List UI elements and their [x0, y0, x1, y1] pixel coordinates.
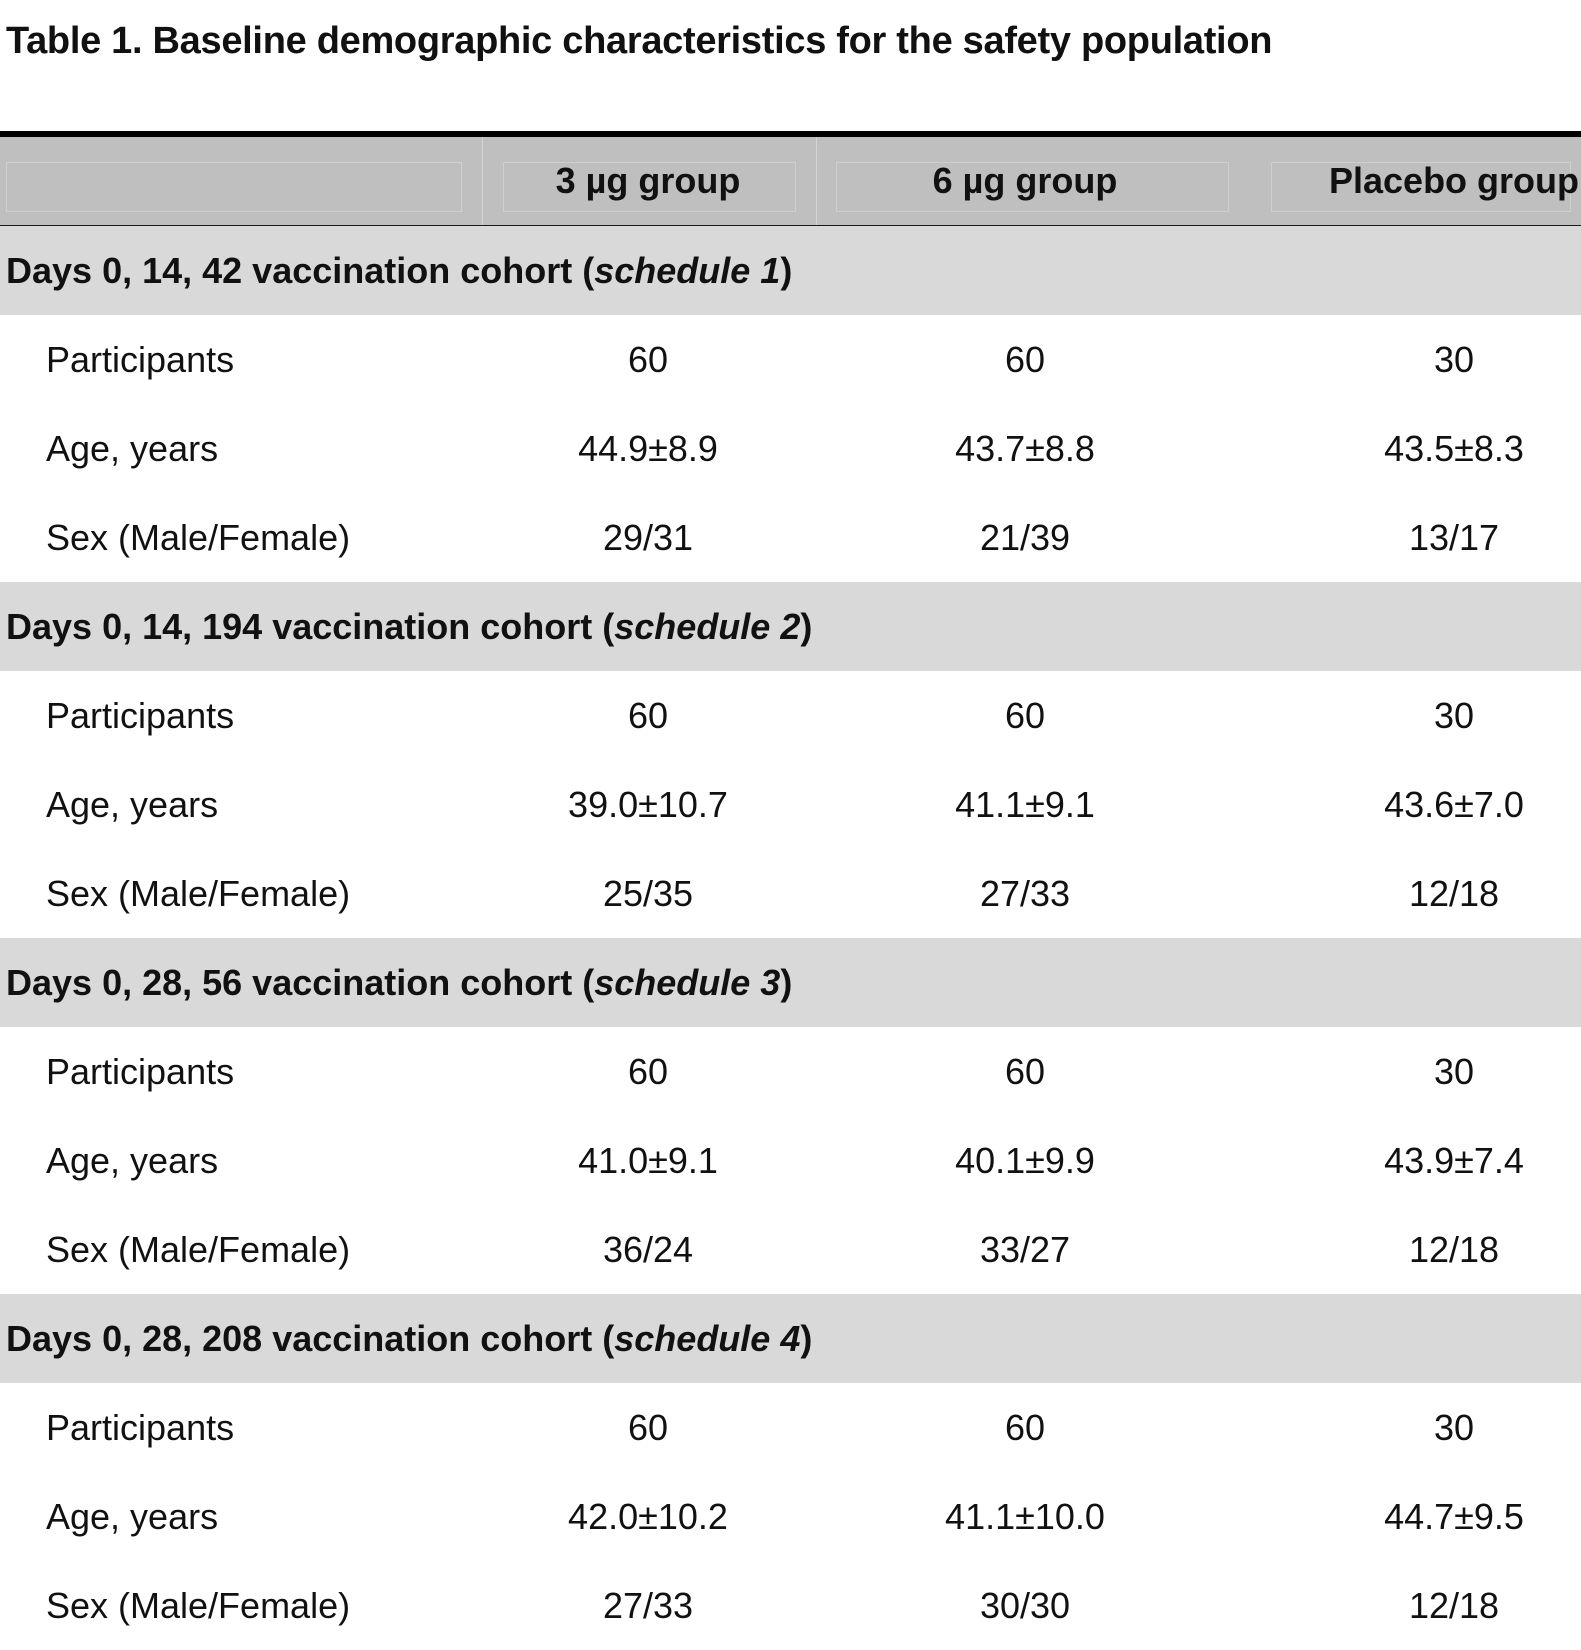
- row-label: Age, years: [46, 783, 219, 825]
- table-cell: 43.5±8.3: [1384, 427, 1524, 469]
- cohort-label-prefix: Days 0, 28, 208 vaccination cohort (: [6, 1317, 615, 1359]
- table-row: [0, 315, 1581, 404]
- cohort-label-prefix: Days 0, 28, 56 vaccination cohort (: [6, 961, 595, 1003]
- table-cell: 13/17: [1408, 516, 1500, 558]
- row-label: Age, years: [46, 1495, 219, 1537]
- table-cell: 30: [1433, 694, 1475, 736]
- cohort-header-row: [0, 582, 1581, 671]
- table-cell: 30: [1433, 1406, 1475, 1448]
- table-title: Table 1. Baseline demographic characteristics for the safety population: [6, 20, 1273, 62]
- cohort-header-row: [0, 226, 1581, 315]
- header-cell-blank: [6, 162, 462, 212]
- table-cell: 21/39: [979, 516, 1071, 558]
- table-row: [0, 1205, 1581, 1294]
- cohort-header-row: [0, 938, 1581, 1027]
- table-cell: 60: [1004, 338, 1046, 380]
- table-cell: 41.1±9.1: [955, 783, 1095, 825]
- row-label: Age, years: [46, 1139, 219, 1181]
- row-label: Age, years: [46, 427, 219, 469]
- row-label: Sex (Male/Female): [46, 872, 351, 914]
- table-cell: 60: [627, 1050, 669, 1092]
- cohort-label-prefix: Days 0, 14, 194 vaccination cohort (: [6, 605, 615, 647]
- table-row: [0, 1027, 1581, 1116]
- demographics-table: [0, 131, 1581, 1650]
- table-cell: 44.7±9.5: [1384, 1495, 1524, 1537]
- table-cell: 36/24: [602, 1228, 694, 1270]
- table-row: [0, 1383, 1581, 1472]
- table-cell: 29/31: [602, 516, 694, 558]
- table-cell: 42.0±10.2: [568, 1495, 728, 1537]
- table-cell: 12/18: [1408, 872, 1500, 914]
- table-cell: 60: [1004, 694, 1046, 736]
- header-3ug-group: 3 µg group: [555, 160, 741, 201]
- table-cell: 12/18: [1408, 1228, 1500, 1270]
- table-cell: 60: [1004, 1406, 1046, 1448]
- cohort-schedule-label: schedule 1: [594, 249, 781, 291]
- table-cell: 30: [1433, 1050, 1475, 1092]
- row-label: Sex (Male/Female): [46, 1228, 351, 1270]
- table-cell: 60: [627, 694, 669, 736]
- table-cell: 43.9±7.4: [1384, 1139, 1524, 1181]
- table-row: [0, 849, 1581, 938]
- table-row: [0, 1472, 1581, 1561]
- table-cell: 27/33: [979, 872, 1071, 914]
- table-cell: 30/30: [979, 1584, 1071, 1626]
- table-body: [0, 226, 1581, 1650]
- table-row: [0, 404, 1581, 493]
- table-cell: 39.0±10.7: [568, 783, 728, 825]
- table-cell: 43.7±8.8: [955, 427, 1095, 469]
- cohort-schedule-label: schedule 4: [614, 1317, 801, 1359]
- cohort-label-suffix: ): [800, 605, 813, 647]
- table-cell: 60: [627, 1406, 669, 1448]
- column-divider: [816, 137, 817, 225]
- table-header-row: [0, 137, 1581, 226]
- header-6ug-group: 6 µg group: [932, 160, 1118, 201]
- table-cell: 60: [627, 338, 669, 380]
- table-row: [0, 493, 1581, 582]
- table-cell: 30: [1433, 338, 1475, 380]
- row-label: Sex (Male/Female): [46, 516, 351, 558]
- cohort-header-row: [0, 1294, 1581, 1383]
- cohort-schedule-label: schedule 3: [594, 961, 781, 1003]
- header-placebo-group: Placebo group: [1328, 160, 1580, 201]
- table-row: [0, 1561, 1581, 1650]
- cohort-label-suffix: ): [780, 961, 793, 1003]
- table-cell: 44.9±8.9: [578, 427, 718, 469]
- table-row: [0, 671, 1581, 760]
- table-cell: 41.1±10.0: [945, 1495, 1105, 1537]
- table-cell: 12/18: [1408, 1584, 1500, 1626]
- row-label: Participants: [46, 338, 235, 380]
- table-cell: 60: [1004, 1050, 1046, 1092]
- cohort-label-suffix: ): [800, 1317, 813, 1359]
- table-row: [0, 1116, 1581, 1205]
- table-cell: 33/27: [979, 1228, 1071, 1270]
- table-cell: 43.6±7.0: [1384, 783, 1524, 825]
- table-cell: 41.0±9.1: [578, 1139, 718, 1181]
- row-label: Participants: [46, 1050, 235, 1092]
- cohort-label-suffix: ): [780, 249, 793, 291]
- cohort-label-prefix: Days 0, 14, 42 vaccination cohort (: [6, 249, 595, 291]
- table-cell: 25/35: [602, 872, 694, 914]
- row-label: Sex (Male/Female): [46, 1584, 351, 1626]
- cohort-schedule-label: schedule 2: [614, 605, 801, 647]
- table-cell: 40.1±9.9: [955, 1139, 1095, 1181]
- row-label: Participants: [46, 694, 235, 736]
- table-row: [0, 760, 1581, 849]
- row-label: Participants: [46, 1406, 235, 1448]
- table-cell: 27/33: [602, 1584, 694, 1626]
